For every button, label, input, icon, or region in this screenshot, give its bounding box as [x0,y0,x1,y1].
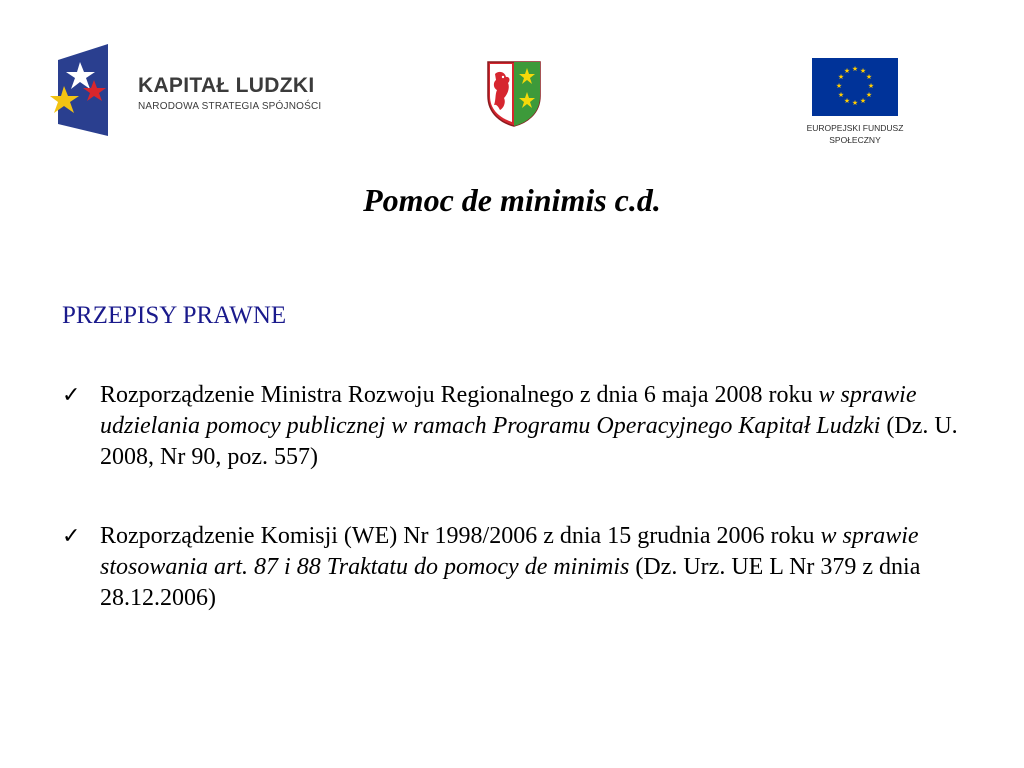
bullet-text-citation: (Dz. Urz. UE L Nr 379 z dnia 28.12.2006) [100,554,921,611]
eu-social-fund-logo [798,58,918,152]
bullet-text-regular: Rozporządzenie Komisji (WE) Nr 1998/2006 z dnia 15 grudnia 2006 roku [100,523,821,549]
svg-text:★: ★ [865,91,873,99]
checkmark-icon: ✓ [62,524,81,549]
eu-flag-icon [812,58,898,116]
eu-caption-line1: EUROPEJSKI FUNDUSZ [806,123,904,133]
bullet-text-regular: Rozporządzenie Ministra Rozwoju Regionalnego z dnia 6 maja 2008 roku [100,382,819,408]
bullet-text-italic: w sprawie stosowania art. 87 i 88 Traktatu do pomocy de minimis [100,523,919,580]
kapital-ludzki-star-icon [50,44,112,136]
svg-text:★: ★ [867,82,875,90]
svg-text:★: ★ [843,97,851,105]
svg-text:★: ★ [837,73,845,81]
section-heading: PRZEPISY PRAWNE [62,302,287,329]
svg-text:★: ★ [837,91,845,99]
svg-text:★: ★ [859,97,867,105]
kapital-ludzki-logo [50,44,370,140]
eu-caption [798,122,912,146]
bullet-text-citation: (Dz. U. 2008, Nr 90, poz. 557) [100,413,958,470]
eu-caption-line2: SPOŁECZNY [829,135,881,145]
kapital-ludzki-title: KAPITAŁ LUDZKI [138,74,315,97]
svg-text:★: ★ [865,73,873,81]
svg-text:★: ★ [835,82,843,90]
bullet-text-italic: w sprawie udzielania pomocy publicznej w ramach Programu Operacyjnego Kapitał Ludzki [100,382,917,439]
regulations-list [62,380,962,614]
slide-title: Pomoc de minimis c.d. [363,182,661,218]
svg-text:★: ★ [843,67,851,75]
checkmark-icon: ✓ [62,383,81,408]
svg-text:★: ★ [851,99,859,107]
list-item [62,380,962,473]
lower-silesia-coat-of-arms-icon [486,60,542,128]
svg-text:★: ★ [859,67,867,75]
kapital-ludzki-subtitle: NARODOWA STRATEGIA SPÓJNOŚCI [138,101,322,112]
list-item [62,521,962,614]
svg-text:★: ★ [851,65,859,73]
